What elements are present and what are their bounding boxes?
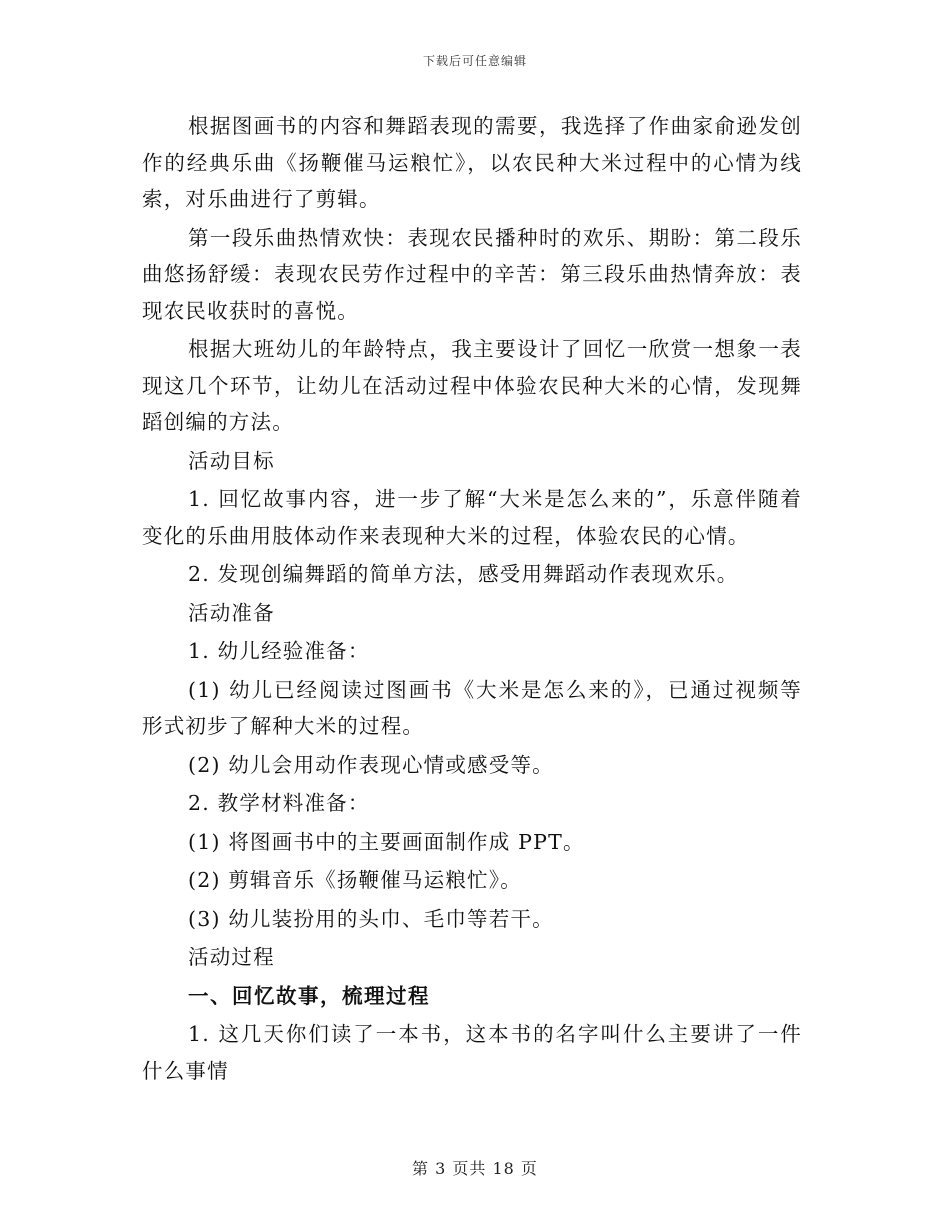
page-number: 第 3 页共 18 页	[412, 1159, 538, 1178]
preparation-item: 1. 幼儿经验准备：	[188, 639, 370, 663]
paragraph-music-sections: 第一段乐曲热情欢快：表现农民播种时的欢乐、期盼：第二段乐曲悠扬舒缓：表现农民劳作过程中的辛苦：第三段乐曲热情奔放：表现农民收获时的喜悦。	[142, 225, 802, 323]
preparation-item: (2) 剪辑音乐《扬鞭催马运粮忙》。	[188, 868, 522, 892]
paragraph-music-selection: 根据图画书的内容和舞蹈表现的需要，我选择了作曲家俞逊发创作的经典乐曲《扬鞭催马运粮忙》，以农民种大米过程中的心情为线索，对乐曲进行了剪辑。	[142, 114, 802, 211]
page-header-note: 下载后可任意编辑	[422, 54, 527, 68]
goal-item: 2. 发现创编舞蹈的简单方法，感受用舞蹈动作表现欢乐。	[188, 562, 739, 586]
preparation-item: 2. 教学材料准备：	[188, 791, 370, 815]
section-title-preparation: 活动准备	[188, 600, 275, 625]
preparation-item: (1) 将图画书中的主要画面制作成 PPT。	[188, 829, 585, 854]
preparation-item: (1) 幼儿已经阅读过图画书《大米是怎么来的》，已通过视频等形式初步了解种大米的过程。	[142, 677, 802, 738]
paragraph-design-rationale: 根据大班幼儿的年龄特点，我主要设计了回忆一欣赏一想象一表现这几个环节，让幼儿在活动过程中体验农民种大米的心情，发现舞蹈创编的方法。	[142, 337, 802, 434]
preparation-item: (3) 幼儿装扮用的头巾、毛巾等若干。	[188, 906, 554, 931]
goal-item: 1. 回忆故事内容，进一步了解“大米是怎么来的”，乐意伴随着变化的乐曲用肢体动作来表现种大米的过程，体验农民的心情。	[142, 487, 802, 548]
process-item: 1. 这几天你们读了一本书，这本书的名字叫什么主要讲了一件什么事情	[142, 1022, 802, 1083]
preparation-item: (2) 幼儿会用动作表现心情或感受等。	[188, 752, 554, 777]
process-section-heading: 一、回忆故事，梳理过程	[188, 983, 430, 1008]
section-title-goals: 活动目标	[188, 448, 275, 473]
document-body	[142, 108, 802, 1089]
section-title-process: 活动过程	[188, 945, 275, 969]
